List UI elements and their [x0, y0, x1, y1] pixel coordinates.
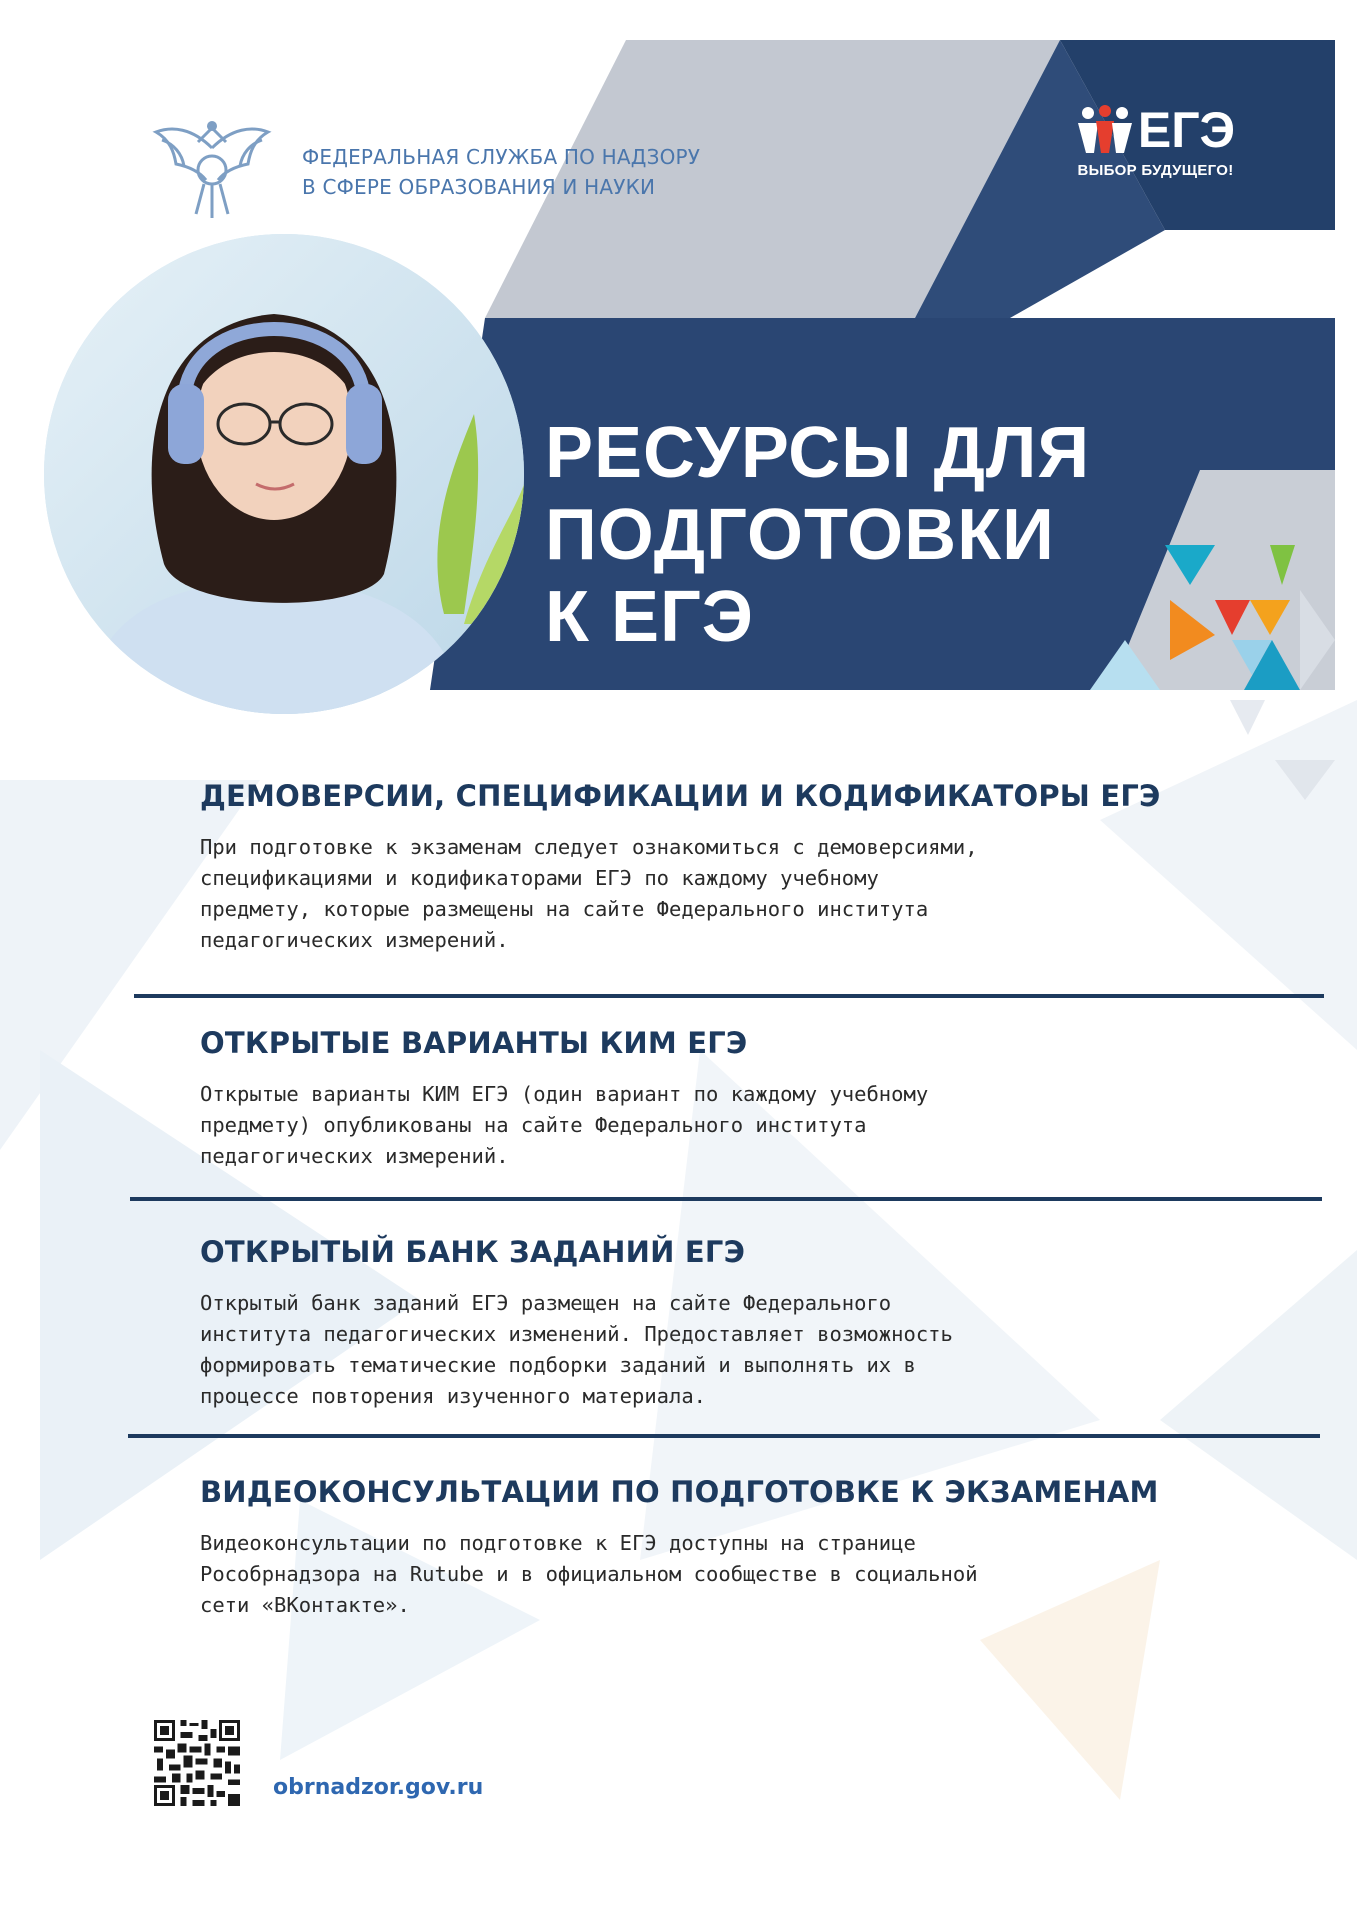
headline-line-2: ПОДГОТОВКИ [545, 495, 1055, 575]
student-with-headphones-photo [44, 234, 524, 714]
section-open-variants [200, 1025, 1200, 1172]
footer [154, 1720, 483, 1806]
section-line: Открытые варианты КИМ ЕГЭ (один вариант по каждому учебному [200, 1082, 929, 1106]
section-line: Открытый банк заданий ЕГЭ размещен на сайте Федерального [200, 1291, 892, 1315]
section-line: Рособрнадзора на Rutube и в официальном сообществе в социальной [200, 1562, 978, 1586]
section-body [200, 1079, 1200, 1172]
section-line: формировать тематические подборки заданий и выполнять их в [200, 1353, 916, 1377]
section-line: Видеоконсультации по подготовке к ЕГЭ доступны на странице [200, 1531, 916, 1555]
double-headed-eagle-icon [152, 118, 272, 226]
ege-logo [1068, 102, 1243, 179]
section-line: педагогических измерений. [200, 1144, 509, 1168]
student-illustration [44, 234, 524, 714]
section-title: ОТКРЫТЫЕ ВАРИАНТЫ КИМ ЕГЭ [200, 1026, 748, 1060]
ege-slogan: ВЫБОР БУДУЩЕГО! [1077, 162, 1234, 179]
section-divider [134, 994, 1324, 998]
section-line: При подготовке к экзаменам следует ознакомиться с демоверсиями, [200, 835, 978, 859]
org-name-line-1: ФЕДЕРАЛЬНАЯ СЛУЖБА ПО НАДЗОРУ [302, 145, 701, 169]
section-line: педагогических измерений. [200, 928, 509, 952]
qr-code-icon[interactable] [154, 1720, 240, 1806]
org-header [152, 118, 700, 226]
section-open-task-bank [200, 1234, 1200, 1412]
section-title: ОТКРЫТЫЙ БАНК ЗАДАНИЙ ЕГЭ [200, 1235, 746, 1269]
headline-line-3: К ЕГЭ [545, 577, 755, 657]
website-link[interactable]: obrnadzor.gov.ru [273, 1775, 484, 1800]
section-line: спецификациями и кодификаторами ЕГЭ по каждому учебному [200, 866, 879, 890]
section-line: процессе повторения изученного материала. [200, 1384, 707, 1408]
org-name-line-2: В СФЕРЕ ОБРАЗОВАНИЯ И НАУКИ [302, 175, 656, 199]
section-divider [128, 1434, 1320, 1438]
headline-line-1: РЕСУРСЫ ДЛЯ [545, 413, 1091, 493]
color-triangle [1230, 700, 1265, 735]
section-line: предмету) опубликованы на сайте Федерального института [200, 1113, 867, 1137]
section-line: сети «ВКонтакте». [200, 1593, 410, 1617]
ege-logo-mark [1068, 102, 1243, 158]
section-divider [130, 1197, 1322, 1201]
headline [545, 412, 1090, 658]
section-body [200, 832, 1200, 956]
section-body [200, 1288, 1200, 1412]
section-title: ДЕМОВЕРСИИ, СПЕЦИФИКАЦИИ И КОДИФИКАТОРЫ ЕГЭ [200, 779, 1161, 813]
ege-logo-word: ЕГЭ [1137, 102, 1236, 158]
section-video-consultations [200, 1474, 1200, 1621]
section-line: института педагогических изменений. Предоставляет возможность [200, 1322, 953, 1346]
section-title: ВИДЕОКОНСУЛЬТАЦИИ ПО ПОДГОТОВКЕ К ЭКЗАМЕНАМ [200, 1475, 1159, 1509]
section-body [200, 1528, 1200, 1621]
people-ege-logo-icon [1076, 105, 1134, 155]
section-line: предмету, которые размещены на сайте Федерального института [200, 897, 929, 921]
section-demo-versions [200, 778, 1200, 956]
org-name [302, 142, 700, 202]
